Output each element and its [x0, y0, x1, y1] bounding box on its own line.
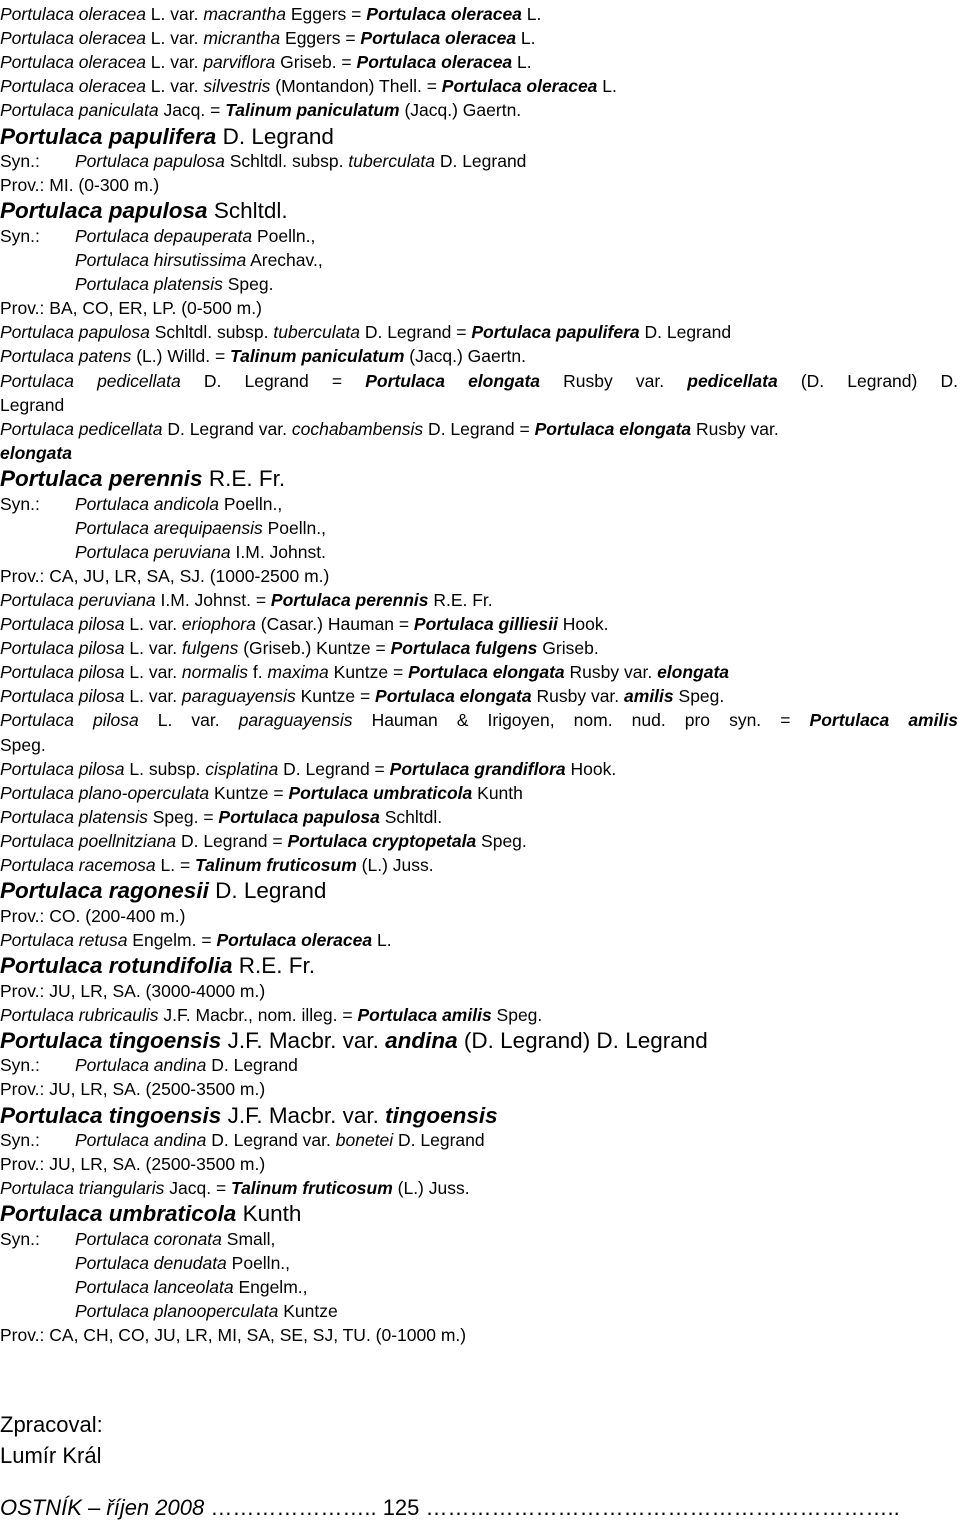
taxon-name: Portulaca andicola	[75, 493, 219, 514]
species-entry	[0, 805, 442, 829]
taxon-name: Portulaca pilosa	[0, 686, 125, 707]
accepted-name: Portulaca	[809, 710, 890, 731]
accepted-name: tingoensis	[385, 1102, 498, 1128]
species-entry	[0, 928, 392, 952]
accepted-name: andina	[385, 1027, 458, 1053]
entry-text: (Montandon) Thell. =	[270, 76, 442, 97]
species-entry	[0, 296, 262, 320]
entry-text: Prov.: CO. (200-400 m.)	[0, 905, 186, 926]
taxon-name: Portulaca pilosa	[0, 638, 125, 659]
taxon-name: Portulaca coronata	[75, 1229, 222, 1249]
entry-text: D. Legrand	[208, 878, 327, 904]
taxon-name: Portulaca planooperculata	[75, 1301, 279, 1322]
entry-text: Arechav.,	[246, 250, 323, 270]
accepted-name: amilis	[624, 686, 674, 707]
entry-text: L. var.	[145, 4, 204, 24]
entry-text: R.E. Fr.	[428, 589, 493, 610]
entry-text: L.	[521, 4, 542, 24]
accepted-name: Portulaca ragonesii	[0, 878, 209, 904]
accepted-name: Portulaca tingoensis	[0, 1102, 222, 1128]
entry-text: Hook.	[557, 614, 609, 634]
entry-text: Poelln.,	[262, 517, 326, 538]
synonym-label: Syn.:	[0, 493, 40, 514]
entry-text: L. var.	[124, 662, 182, 683]
species-heading	[0, 197, 288, 225]
entry-text: R.E. Fr.	[202, 465, 286, 491]
entry-text: Kuntze =	[328, 662, 409, 683]
entry-text: Kunth	[236, 1201, 302, 1227]
entry-text: Griseb. =	[275, 52, 357, 73]
entry-text: L.	[512, 52, 532, 73]
taxon-name: paraguayensis	[181, 686, 296, 707]
species-heading	[0, 952, 315, 980]
entry-text: L. var.	[124, 686, 182, 707]
taxon-name: Portulaca papulosa	[0, 322, 150, 343]
entry-text: var.	[191, 710, 220, 731]
entry-text: I.M. Johnst. =	[155, 589, 271, 610]
entry-text: Irigoyen,	[487, 710, 555, 731]
entry-text: Speg.	[222, 274, 274, 295]
accepted-name: Portulaca grandiflora	[389, 758, 566, 779]
entry-text: Schltdl. subsp.	[224, 151, 349, 172]
accepted-name: Talinum fruticosum	[231, 1178, 393, 1199]
taxon-name: Portulaca patens	[0, 346, 132, 367]
entry-text: D. Legrand	[639, 322, 732, 343]
entry-text: Eggers =	[280, 28, 361, 49]
species-entry	[0, 708, 958, 732]
accepted-name: Portulaca elongata	[534, 418, 692, 439]
species-entry	[0, 757, 616, 781]
entry-text: L.	[372, 929, 392, 950]
entry-text: L.	[597, 76, 617, 97]
taxon-name: Portulaca	[0, 370, 74, 391]
species-entry	[0, 588, 493, 612]
signature-label: Zpracoval:	[0, 1412, 103, 1437]
species-entry	[0, 979, 265, 1003]
species-heading	[0, 1102, 498, 1130]
synonym-line	[75, 1251, 290, 1275]
synonym-line	[75, 248, 323, 272]
species-entry	[0, 853, 434, 877]
species-heading	[0, 1027, 708, 1055]
synonym-label: Syn.:	[0, 225, 40, 246]
entry-text: L. var.	[124, 638, 182, 659]
entry-text: L.	[516, 28, 536, 49]
taxon-name: Portulaca oleracea	[0, 52, 146, 73]
entry-text: Kuntze =	[295, 686, 376, 707]
synonym-line	[75, 272, 273, 296]
synonym-line	[75, 540, 326, 564]
entry-text: syn.	[729, 710, 762, 731]
entry-text: Poelln.,	[218, 493, 283, 514]
species-entry	[0, 733, 46, 757]
entry-text: Rusby	[563, 370, 613, 391]
entry-text: J.F. Macbr., nom. illeg. =	[158, 1004, 358, 1025]
entry-text: Prov.: BA, CO, ER, LP. (0-500 m.)	[0, 298, 262, 319]
entry-text: (D. Legrand) D. Legrand	[457, 1027, 708, 1053]
footer-leader: …………………..	[204, 1495, 383, 1520]
synonym-label: Syn.:	[0, 151, 40, 172]
entry-text: L. var.	[124, 614, 182, 634]
taxon-name: Portulaca	[0, 710, 74, 731]
entry-text: D.	[940, 370, 958, 391]
entry-text: Jacq. =	[164, 1178, 232, 1199]
entry-text: Speg.	[0, 734, 46, 755]
accepted-name: amilis	[908, 710, 958, 731]
accepted-name: Portulaca fulgens	[390, 638, 538, 659]
entry-text: Speg.	[491, 1004, 543, 1025]
accepted-name: Portulaca oleracea	[366, 4, 522, 24]
accepted-name: Portulaca oleracea	[356, 52, 513, 73]
taxon-name: Portulaca andina	[75, 1130, 207, 1151]
entry-text: D. Legrand =	[176, 830, 288, 851]
taxon-name: Portulaca rubricaulis	[0, 1004, 159, 1025]
accepted-name: Talinum fruticosum	[195, 855, 357, 875]
accepted-name: elongata	[468, 370, 541, 391]
entry-text: f.	[248, 662, 268, 683]
entry-text: Legrand	[244, 370, 309, 391]
accepted-name: elongata	[0, 442, 72, 463]
species-entry	[0, 344, 526, 368]
accepted-name: elongata	[657, 662, 730, 683]
accepted-name: Portulaca tingoensis	[0, 1027, 222, 1053]
taxon-name: Portulaca oleracea	[0, 76, 146, 97]
taxon-name: bonetei	[335, 1130, 394, 1151]
synonym-label: Syn.:	[0, 1130, 40, 1151]
accepted-name: Portulaca oleracea	[360, 28, 517, 49]
entry-text: var.	[635, 370, 665, 391]
entry-text: D. Legrand =	[359, 322, 472, 343]
taxon-name: Portulaca papulosa	[75, 151, 225, 172]
taxon-name: Portulaca racemosa	[0, 855, 156, 875]
entry-text: (Jacq.) Gaertn.	[404, 346, 526, 367]
accepted-name: Portulaca oleracea	[216, 929, 373, 950]
taxon-name: Portulaca platensis	[75, 274, 223, 295]
taxon-name: Portulaca oleracea	[0, 4, 146, 24]
accepted-name: Portulaca umbraticola	[288, 782, 473, 803]
entry-text: I.M. Johnst.	[230, 541, 326, 562]
taxon-name: macrantha	[203, 4, 286, 24]
entry-text: Engelm.,	[233, 1277, 308, 1298]
taxon-name: Portulaca oleracea	[0, 28, 146, 49]
entry-text: (D.	[800, 370, 825, 391]
entry-text: D. Legrand =	[278, 758, 390, 779]
species-heading	[0, 123, 334, 151]
entry-text: D. Legrand	[206, 1055, 298, 1076]
taxon-name: maxima	[267, 662, 329, 683]
entry-text: Rusby var.	[531, 686, 625, 707]
species-entry	[0, 1077, 265, 1101]
synonym-line	[0, 492, 282, 516]
entry-text: (Casar.) Hauman =	[255, 614, 414, 634]
entry-text: pro	[684, 710, 711, 731]
synonym-label: Syn.:	[0, 1229, 40, 1249]
species-entry	[0, 369, 958, 393]
entry-text: D. Legrand	[434, 151, 527, 172]
taxon-name: pilosa	[92, 710, 139, 731]
entry-text: Small,	[221, 1229, 276, 1249]
accepted-name: Portulaca umbraticola	[0, 1201, 237, 1227]
entry-text: Schltdl.	[379, 806, 443, 827]
taxon-name: Portulaca pedicellata	[0, 418, 163, 439]
taxon-name: parviflora	[203, 52, 276, 73]
species-entry	[0, 1323, 466, 1347]
accepted-name: Portulaca papulifera	[0, 123, 217, 149]
synonym-line	[75, 516, 326, 540]
taxon-name: Portulaca hirsutissima	[75, 250, 247, 270]
taxon-name: normalis	[181, 662, 249, 683]
entry-text: =	[331, 370, 343, 391]
taxon-name: tuberculata	[273, 322, 360, 343]
entry-text: D. Legrand var.	[206, 1130, 336, 1151]
taxon-name: Portulaca depauperata	[75, 225, 253, 246]
entry-text: J.F. Macbr. var.	[221, 1102, 386, 1128]
accepted-name: Portulaca perennis	[270, 589, 429, 610]
accepted-name: Portulaca papulifera	[471, 322, 640, 343]
entry-text: D. Legrand	[216, 123, 334, 149]
taxon-name: Portulaca plano-operculata	[0, 782, 210, 803]
taxon-name: tuberculata	[348, 151, 435, 172]
entry-text: J.F. Macbr. var.	[221, 1027, 386, 1053]
entry-text: Eggers =	[286, 4, 367, 24]
species-entry	[0, 636, 599, 660]
entry-text: Schltdl.	[207, 198, 288, 224]
entry-text: Legrand)	[847, 370, 918, 391]
entry-text: D. Legrand var.	[162, 418, 292, 439]
species-entry	[0, 74, 617, 98]
page-footer	[0, 1494, 960, 1522]
entry-text: Kunth	[472, 782, 523, 803]
footer-journal: OSTNÍK	[0, 1495, 82, 1520]
footer-leader: ………………………………………………………..	[419, 1495, 900, 1520]
entry-text: (Jacq.) Gaertn.	[399, 100, 522, 121]
entry-text: Legrand	[0, 394, 65, 415]
taxon-name: eriophora	[181, 614, 256, 634]
entry-text: L. var.	[145, 52, 204, 73]
entry-text: D.	[203, 370, 222, 391]
species-entry	[0, 320, 731, 344]
entry-text: nom.	[573, 710, 613, 731]
taxon-name: cisplatina	[205, 758, 279, 779]
synonym-label: Syn.:	[0, 1055, 40, 1076]
entry-text: (L.) Juss.	[356, 855, 434, 875]
entry-text: Poelln.,	[252, 225, 316, 246]
entry-text: Speg.	[673, 686, 725, 707]
entry-text: Griseb.	[537, 638, 599, 659]
taxon-name: Portulaca denudata	[75, 1253, 227, 1274]
taxon-name: Portulaca peruviana	[75, 541, 231, 562]
footer-separator: –	[81, 1495, 107, 1520]
entry-text: R.E. Fr.	[232, 952, 316, 978]
entry-text: Schltdl. subsp.	[149, 322, 274, 343]
species-heading	[0, 877, 326, 905]
page-number: 125	[382, 1495, 420, 1520]
taxon-name: Portulaca poellnitziana	[0, 830, 177, 851]
accepted-name: Portulaca elongata	[375, 686, 532, 707]
entry-text: L. subsp.	[124, 758, 206, 779]
taxon-name: Portulaca andina	[75, 1055, 207, 1076]
entry-text: Kuntze =	[209, 782, 289, 803]
entry-text: D. Legrand =	[423, 418, 535, 439]
taxon-name: Portulaca arequipaensis	[75, 517, 263, 538]
synonym-line	[0, 224, 315, 248]
entry-text: nud.	[631, 710, 666, 731]
entry-text: Jacq. =	[158, 100, 226, 121]
entry-text: Speg.	[476, 830, 527, 851]
accepted-name: Portulaca rotundifolia	[0, 952, 233, 978]
species-heading	[0, 465, 285, 493]
accepted-name: pedicellata	[687, 370, 778, 391]
entry-text: Rusby var.	[564, 662, 658, 683]
accepted-name: Portulaca	[365, 370, 445, 391]
accepted-name: Portulaca oleracea	[441, 76, 598, 97]
accepted-name: Portulaca perennis	[0, 465, 203, 491]
taxon-name: pedicellata	[97, 370, 181, 391]
taxon-name: Portulaca peruviana	[0, 589, 156, 610]
synonym-line	[0, 1053, 298, 1077]
entry-text: Prov.: MI. (0-300 m.)	[0, 175, 160, 196]
species-entry	[0, 26, 536, 50]
accepted-name: Portulaca papulosa	[0, 198, 208, 224]
species-entry	[0, 441, 72, 465]
entry-text: Poelln.,	[226, 1253, 291, 1274]
species-entry	[0, 1152, 265, 1176]
species-entry	[0, 904, 185, 928]
entry-text: =	[780, 710, 791, 731]
entry-text: Hauman	[371, 710, 438, 731]
entry-text: Rusby var.	[691, 418, 779, 439]
accepted-name: Portulaca elongata	[408, 662, 565, 683]
taxon-name: Portulaca pilosa	[0, 758, 125, 779]
species-entry	[0, 98, 521, 122]
taxon-name: cochabambensis	[291, 418, 424, 439]
entry-text: L. =	[155, 855, 196, 875]
species-heading	[0, 1200, 301, 1228]
synonym-line	[75, 1275, 308, 1299]
species-entry	[0, 1176, 470, 1200]
entry-text: Hook.	[565, 758, 617, 779]
entry-text: (L.) Willd. =	[131, 346, 231, 367]
species-entry	[0, 612, 608, 636]
species-entry	[0, 2, 541, 26]
species-entry	[0, 660, 729, 684]
entry-text: &	[456, 710, 469, 731]
entry-text: Engelm. =	[127, 929, 217, 950]
synonym-line	[0, 149, 526, 173]
species-entry	[0, 829, 527, 853]
taxon-name: Portulaca pilosa	[0, 662, 125, 683]
species-entry	[0, 1003, 542, 1027]
entry-text: Prov.: CA, CH, CO, JU, LR, MI, SA, SE, SJ, TU. (0-1000 m.)	[0, 1325, 467, 1346]
accepted-name: Portulaca gilliesii	[413, 614, 558, 634]
entry-text: L.	[157, 710, 173, 731]
accepted-name: Portulaca papulosa	[218, 806, 380, 827]
species-entry	[0, 684, 724, 708]
entry-text: D. Legrand	[393, 1130, 485, 1151]
signature-name: Lumír Král	[0, 1443, 102, 1468]
species-entry	[0, 50, 532, 74]
species-entry	[0, 564, 329, 588]
species-entry	[0, 781, 523, 805]
taxon-name: Portulaca paniculata	[0, 100, 159, 121]
accepted-name: Portulaca cryptopetala	[287, 830, 477, 851]
accepted-name: Talinum paniculatum	[230, 346, 405, 367]
entry-text: Prov.: JU, LR, SA. (2500-3500 m.)	[0, 1079, 266, 1100]
synonym-line	[0, 1128, 485, 1152]
accepted-name: Portulaca amilis	[357, 1004, 492, 1025]
entry-text: L. var.	[145, 28, 204, 49]
entry-text: (Griseb.) Kuntze =	[238, 638, 391, 659]
entry-text: Kuntze	[278, 1301, 338, 1322]
synonym-line	[75, 1299, 338, 1323]
taxon-name: paraguayensis	[238, 710, 353, 731]
taxon-name: Portulaca triangularis	[0, 1178, 165, 1199]
species-entry	[0, 393, 64, 417]
taxon-name: micrantha	[203, 28, 281, 49]
accepted-name: Talinum paniculatum	[225, 100, 400, 121]
entry-text: Prov.: JU, LR, SA. (2500-3500 m.)	[0, 1154, 266, 1175]
taxon-name: fulgens	[181, 638, 239, 659]
taxon-name: Portulaca lanceolata	[75, 1277, 234, 1298]
taxon-name: silvestris	[203, 76, 271, 97]
entry-text: Speg. =	[147, 806, 219, 827]
taxon-name: Portulaca retusa	[0, 929, 128, 950]
footer-date: říjen 2008	[106, 1495, 205, 1520]
entry-text: Prov.: CA, JU, LR, SA, SJ. (1000-2500 m.)	[0, 565, 330, 586]
species-entry	[0, 173, 159, 197]
synonym-line	[0, 1227, 275, 1251]
taxon-name: Portulaca pilosa	[0, 614, 125, 634]
entry-text: (L.) Juss.	[392, 1178, 470, 1199]
entry-text: L. var.	[145, 76, 204, 97]
taxon-name: Portulaca platensis	[0, 806, 148, 827]
species-entry	[0, 417, 779, 441]
entry-text: Prov.: JU, LR, SA. (3000-4000 m.)	[0, 980, 266, 1001]
